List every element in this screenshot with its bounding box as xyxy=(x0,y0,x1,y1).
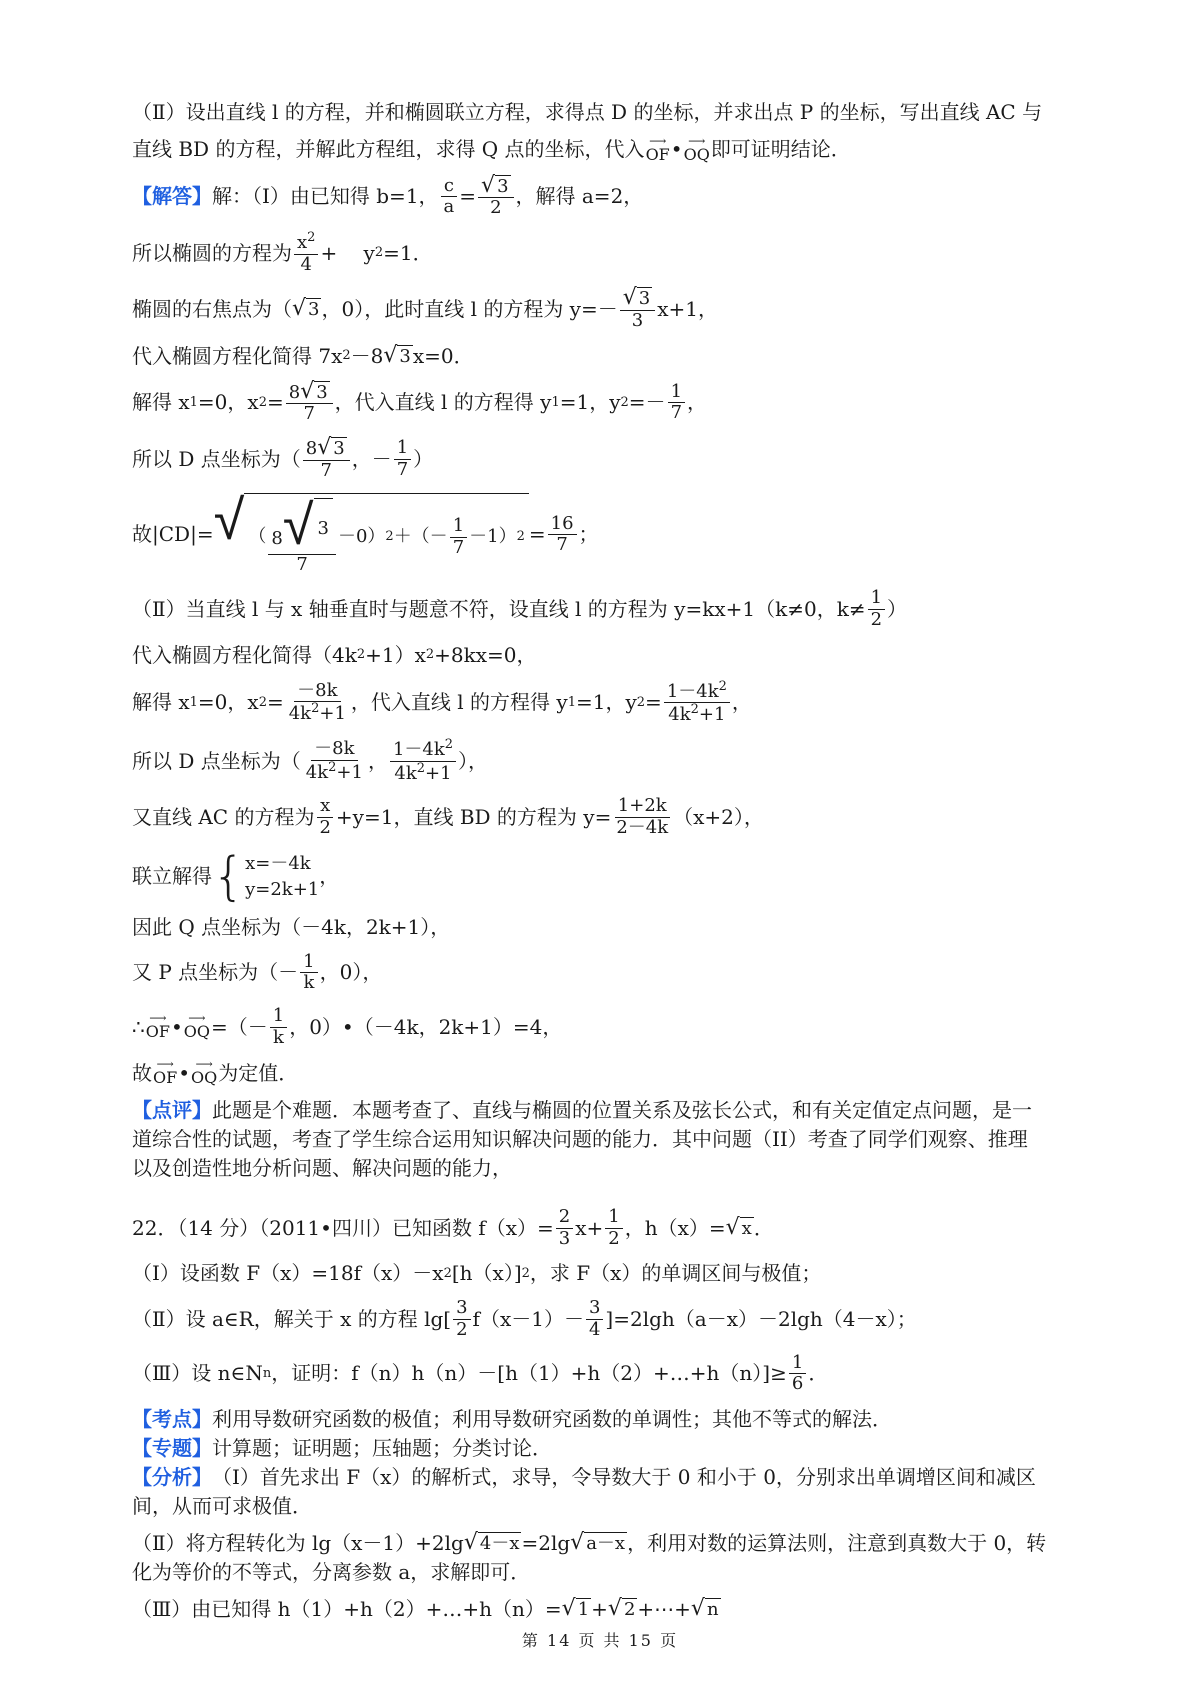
fraction: $\frac{-8k}{4k^2+1}$ xyxy=(305,737,363,783)
solution-line: 所以 D 点坐标为（ $\frac{-8k}{4k^2+1}$ ， $\frac{1-4k^2}{4k^2+1}$ ）， xyxy=(132,736,489,784)
sqrt: √ n xyxy=(690,1596,719,1622)
tag-review: 【点评】 xyxy=(132,1098,212,1122)
solution-line: 又直线 AC 的方程为 $\frac{x}{2}$ +y=1，直线 BD 的方程为 y= $\frac{1+2k}{2-4k}$ （x+2）， xyxy=(132,795,764,838)
tag-topic: 【专题】 xyxy=(132,1436,212,1461)
solution-line: 又 P 点坐标为（－ $\frac{1}{k}$ ，0）， xyxy=(132,950,383,994)
page-footer: 第 14 页 共 15 页 xyxy=(521,1631,679,1650)
dot-operator: • xyxy=(670,137,683,162)
review-line: 【点评】 此题是个难题．本题考查了、直线与椭圆的位置关系及弦长公式，和有关定值定点问题，是一 xyxy=(132,1098,1032,1122)
fraction: $\frac{1}{7}$ xyxy=(668,382,685,424)
sqrt: √ x xyxy=(725,1214,752,1240)
fraction: $\frac{c}{a}$ xyxy=(441,176,458,218)
fraction: 8 √ 3 7 xyxy=(303,437,350,481)
fraction: $\frac{1}{2}$ xyxy=(605,1207,622,1249)
sqrt: √ 3 xyxy=(292,296,320,322)
analysis-line xyxy=(132,134,1072,164)
text: （Ⅱ）设出直线 l 的方程，并和椭圆联立方程，求得点 D 的坐标，并求出点 P 的坐标，写出直线 AC 与 xyxy=(132,100,1043,124)
analysis-line: 间，从而可求极值． xyxy=(132,1494,312,1519)
solution-line: 代入椭圆方程化简得 7x 2 －8 √ 3 x=0． xyxy=(132,342,474,368)
solution-line: ∴ ⟶ OF • ⟶ OQ =（－ $\frac{1}{k}$ ，0）•（－4k，2k+1）=4， xyxy=(132,1005,563,1048)
fraction: √ 3 2 xyxy=(478,175,513,219)
fraction: $\frac{1}{k}$ xyxy=(270,1006,287,1048)
distance-sqrt: √ （ 8 √ 3 7 －0） 2 ＋（－ $\frac{1}{7}$ －1） 2 xyxy=(214,493,529,576)
vector-OQ: ⟶ OQ xyxy=(683,134,710,164)
text: =1． xyxy=(383,240,433,265)
fraction: $\frac{x}{2}$ xyxy=(316,796,333,838)
fraction: $\frac{-8k}{4k^2+1}$ xyxy=(288,679,346,725)
fraction: $\frac{2}{3}$ xyxy=(556,1207,573,1249)
vector-OF: ⟶ OF xyxy=(145,1011,170,1042)
fraction: $\frac{3}{4}$ xyxy=(586,1298,603,1340)
solution-line: 解得 x 1 =0，x 2 = $\frac{-8k}{4k^2+1}$ ，代入直线 l 的方程得 y 1 =1，y 2 = $\frac{1-4k^2}{4k^2+1}$ ， xyxy=(132,678,752,726)
solution-line xyxy=(132,287,1072,331)
solution-line: 【解答】 解：（I）由已知得 b=1， $\frac{c}{a}$ = √ 3 2 ，解得 a=2， xyxy=(132,172,644,219)
text: －8 xyxy=(350,343,384,368)
fraction: $\frac{1-4k^2}{4k^2+1}$ xyxy=(664,680,730,726)
text: 解：（I）由已知得 b=1， xyxy=(212,184,439,209)
text: ，解得 a=2， xyxy=(515,184,644,209)
text: + y xyxy=(320,240,375,265)
text: 代入椭圆方程化简得 7x xyxy=(132,343,343,368)
solution-line: 故|CD|= √ （ 8 √ 3 7 －0） 2 ＋（－ $\frac{1}{7}$ －1） 2 = $\frac{16}{7}$ ； xyxy=(132,488,599,576)
solution-line: 因此 Q 点坐标为（－4k，2k+1）， xyxy=(132,914,451,939)
tag-solution: 【解答】 xyxy=(132,184,212,209)
fraction: $\frac{1}{6}$ xyxy=(789,1353,806,1395)
vector-OF: ⟶ OF xyxy=(645,134,670,164)
vector-OQ: ⟶ OQ xyxy=(183,1011,210,1042)
analysis-line: 【分析】 （Ⅰ）首先求出 F（x）的解析式，求导，令导数大于 0 和小于 0，分别求出单调增区间和减区 xyxy=(132,1465,1036,1490)
fraction: $\frac{16}{7}$ xyxy=(548,514,577,556)
solution-line: 所以椭圆的方程为 $\frac{x^2}{4}$ + y 2 =1． xyxy=(132,229,433,275)
fraction: 8 √ 3 7 xyxy=(286,381,333,425)
solution-line: （Ⅱ）当直线 l 与 x 轴垂直时与题意不符，设直线 l 的方程为 y=kx+1（k≠0，k≠ $\frac{1}{2}$ ） xyxy=(132,587,908,630)
analysis-line: 化为等价的不等式，分离参数 a，求解即可． xyxy=(132,1560,531,1585)
sqrt: √ 2 xyxy=(607,1596,636,1622)
fraction: $\frac{x^2}{4}$ xyxy=(294,231,318,275)
knowledge-point-line: 【考点】 利用导数研究函数的极值；利用导数研究函数的单调性；其他不等式的解法． xyxy=(132,1407,892,1432)
solution-line: 代入椭圆方程化简得（4k 2 +1）x 2 +8kx=0， xyxy=(132,642,537,667)
fraction: $\frac{1}{k}$ xyxy=(300,952,317,994)
fraction: $\frac{1}{7}$ xyxy=(394,438,411,480)
vector-OF: ⟶ OF xyxy=(153,1057,178,1087)
question-part-2: （Ⅱ）设 a∈R，解关于 x 的方程 lg[ $\frac{3}{2}$ f（x－1）－ $\frac{3}{4}$ ]=2lgh（a－x）－2lgh（4－x）； xyxy=(132,1297,917,1341)
text: 椭圆的右焦点为（ xyxy=(132,297,292,322)
solution-line: 所以 D 点坐标为（ 8 √ 3 7 ，－ $\frac{1}{7}$ ） xyxy=(132,435,434,481)
fraction: $\frac{1+2k}{2-4k}$ xyxy=(616,795,669,838)
solution-line: 解得 x 1 =0，x 2 = 8 √ 3 7 ，代入直线 l 的方程得 y 1 =1，y 2 =－ $\frac{1}{7}$ ， xyxy=(132,378,708,425)
analysis-line: （Ⅱ）将方程转化为 lg（x－1）+2lg √ 4－x =2lg √ a－x ，利用对数的运算法则，注意到真数大于 0，转 xyxy=(132,1530,1047,1556)
text: 即可证明结论． xyxy=(710,137,851,162)
document-body xyxy=(132,100,1072,1634)
sqrt: √ 3 xyxy=(383,342,411,368)
solution-line: 故 ⟶ OF • ⟶ OQ 为定值． xyxy=(132,1057,299,1087)
fraction: $\frac{1}{2}$ xyxy=(868,588,885,630)
question-part-3: （Ⅲ）设 n∈N n ，证明：f（n）h（n）－[h（1）+h（2）+…+h（n）]≥ $\frac{1}{6}$ ． xyxy=(132,1351,829,1395)
question-22-stem: 22．（14 分）（2011•四川）已知函数 f（x）= $\frac{2}{3}$ x+ $\frac{1}{2}$ ，h（x）= √ x ． xyxy=(132,1206,774,1249)
fraction: √ 3 3 xyxy=(620,287,655,331)
text: x+1， xyxy=(657,297,718,322)
text: 直线 BD 的方程，并解此方程组，求得 Q 点的坐标，代入 xyxy=(132,137,645,162)
fraction: $\frac{1-4k^2}{4k^2+1}$ xyxy=(390,738,456,784)
tag-analysis: 【分析】 xyxy=(132,1465,212,1490)
sqrt: √ 1 xyxy=(561,1596,590,1622)
review-line: 道综合性的试题，考查了学生综合运用知识解决问题的能力．其中问题（II）考查了同学们观察、推理 xyxy=(132,1127,1028,1151)
tag-knowledge-point: 【考点】 xyxy=(132,1407,212,1432)
sqrt: √ a－x xyxy=(570,1530,626,1556)
sqrt: √ 4－x xyxy=(463,1530,520,1556)
fraction: $\frac{3}{2}$ xyxy=(453,1298,470,1340)
analysis-line: （Ⅲ）由已知得 h（1）+h（2）+…+h（n）= √ 1 + √ 2 +⋯+ √ n xyxy=(132,1596,719,1622)
analysis-line xyxy=(132,100,1072,125)
equation-system: { x=－4k y=2k+1 xyxy=(212,846,320,907)
question-part-1: （Ⅰ）设函数 F（x）=18f（x）－x 2 [h（x）] 2 ，求 F（x）的单调区间与极值； xyxy=(132,1261,822,1286)
solution-line: 联立解得 { x=－4k y=2k+1 ， xyxy=(132,846,340,907)
text: 所以椭圆的方程为 xyxy=(132,240,292,265)
topic-line: 【专题】 计算题；证明题；压轴题；分类讨论． xyxy=(132,1436,552,1461)
text: ，0），此时直线 l 的方程为 y=－ xyxy=(321,297,618,322)
text: x=0． xyxy=(412,343,474,368)
vector-OQ: ⟶ OQ xyxy=(191,1057,218,1087)
review-line: 以及创造性地分析问题、解决问题的能力， xyxy=(132,1156,512,1180)
